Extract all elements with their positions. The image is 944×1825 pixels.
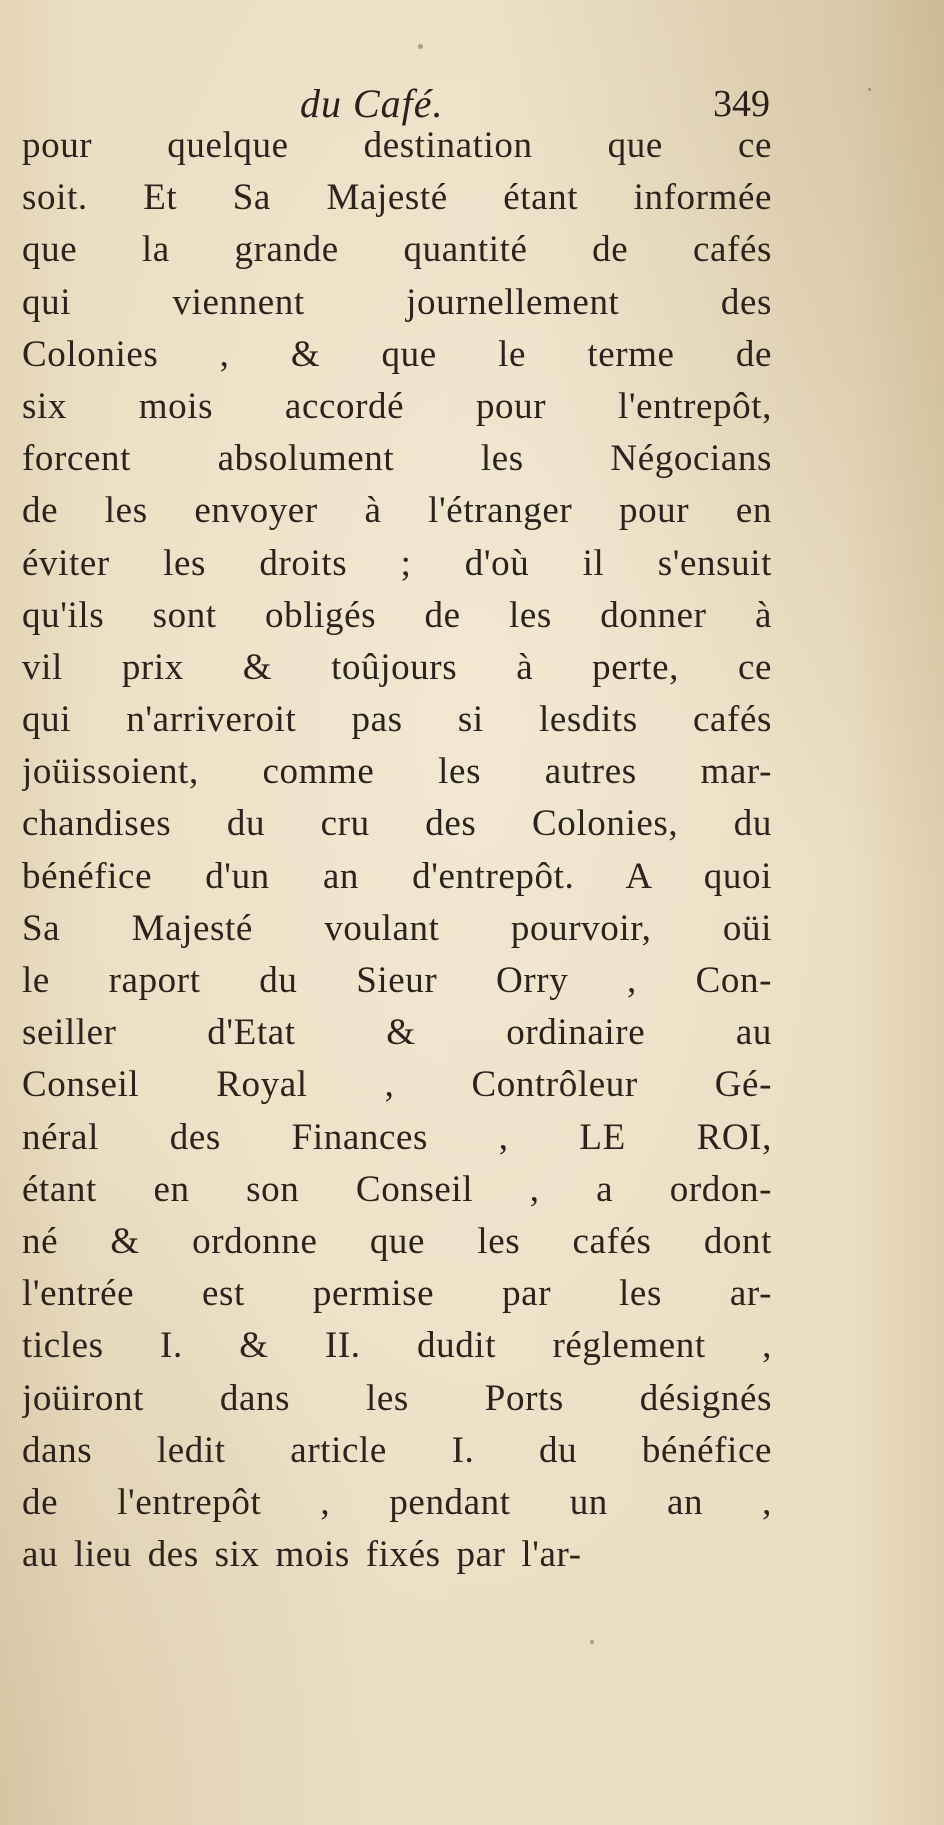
text-line: Conseil Royal , Contrôleur Gé- bbox=[22, 1064, 772, 1106]
text-line: qui viennent journellement des bbox=[22, 281, 772, 323]
body-text bbox=[22, 120, 772, 1581]
text-line: le raport du Sieur Orry , Con- bbox=[22, 960, 772, 1001]
text-line: forcent absolument les Négocians bbox=[22, 438, 772, 480]
text-line: éviter les droits ; d'où il s'ensuit bbox=[22, 542, 772, 584]
text-line: joüiront dans les Ports désignés bbox=[22, 1377, 772, 1419]
text-line: au lieu des six mois fixés par l'ar- bbox=[22, 1534, 582, 1576]
text-line: étant en son Conseil , a ordon- bbox=[22, 1168, 772, 1210]
text-line: de l'entrepôt , pendant un an , bbox=[22, 1481, 772, 1523]
text-line: ticles I. & II. dudit réglement , bbox=[22, 1325, 772, 1367]
text-line: qui n'arriveroit pas si lesdits cafés bbox=[22, 699, 772, 741]
text-line: chandises du cru des Colonies, du bbox=[22, 803, 772, 845]
page-title: du Café. bbox=[300, 81, 444, 126]
paper-speck bbox=[418, 44, 423, 49]
text-line: soit. Et Sa Majesté étant informée bbox=[22, 177, 772, 219]
text-line: seiller d'Etat & ordinaire au bbox=[22, 1012, 772, 1054]
page-number: 349 bbox=[713, 83, 770, 125]
paper-speck bbox=[590, 1640, 594, 1644]
text-line: joüissoient, comme les autres mar- bbox=[22, 751, 772, 793]
text-line: né & ordonne que les cafés dont bbox=[22, 1220, 772, 1262]
text-line: bénéfice d'un an d'entrepôt. A quoi bbox=[22, 855, 772, 897]
text-line: vil prix & toûjours à perte, ce bbox=[22, 646, 772, 688]
text-line: que la grande quantité de cafés bbox=[22, 229, 772, 271]
text-line: dans ledit article I. du bénéfice bbox=[22, 1429, 772, 1471]
text-line: néral des Finances , LE ROI, bbox=[22, 1116, 772, 1158]
paper-speck bbox=[868, 88, 871, 91]
text-line: six mois accordé pour l'entrepôt, bbox=[22, 385, 772, 427]
text-line: qu'ils sont obligés de les donner à bbox=[22, 594, 772, 636]
text-line: pour quelque destination que ce bbox=[22, 125, 772, 166]
text-line: de les envoyer à l'étranger pour en bbox=[22, 490, 772, 532]
text-line: Colonies , & que le terme de bbox=[22, 333, 772, 375]
text-line: Sa Majesté voulant pourvoir, oüi bbox=[22, 907, 772, 949]
text-line: l'entrée est permise par les ar- bbox=[22, 1273, 772, 1315]
